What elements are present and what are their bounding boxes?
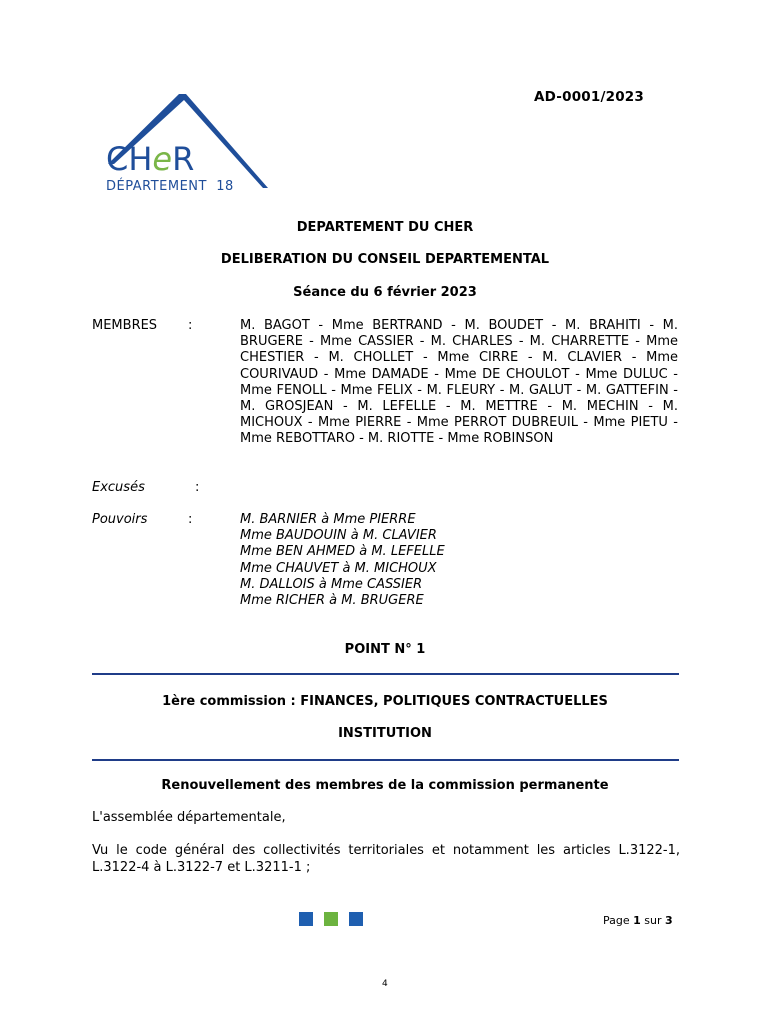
excused-label: Excusés (92, 480, 145, 495)
divider-bottom (92, 759, 679, 761)
title-session: Séance du 6 février 2023 (293, 285, 477, 300)
document-reference: AD-0001/2023 (534, 89, 644, 105)
members-colon: : (188, 318, 193, 333)
page-indicator (603, 914, 673, 927)
proxy-item: Mme CHAUVET à M. MICHOUX (240, 560, 437, 576)
bottom-page-number: 4 (382, 979, 388, 989)
divider-top (92, 673, 679, 675)
proxy-item: Mme BEN AHMED à M. LEFELLE (240, 544, 445, 560)
body-legal-basis: Vu le code général des collectivités territoriales et notamment les articles L.3122-1, L.3122-4 à L.3122-7 et L.3211-1 ; (92, 843, 680, 875)
proxies-label: Pouvoirs (92, 512, 148, 527)
institution-title: INSTITUTION (338, 726, 432, 741)
proxy-item: Mme BAUDOUIN à M. CLAVIER (240, 528, 437, 544)
proxies-list (240, 512, 445, 609)
members-list: M. BAGOT - Mme BERTRAND - M. BOUDET - M. BRAHITI - M. BRUGERE - Mme CASSIER - M. CHARLES - M. CHARRETTE - Mme CHESTIER - M. CHOLLET - Mme CIRRE - M. CLAVIER - Mme COURIVAUD - Mme DAMADE - Mme DE CHOULOT - Mme DULUC - Mme FENOLL - Mme FELIX - M. FLEURY - M. GALUT - M. GATTEFIN - M. GROSJEAN - M. LEFELLE - M. METTRE - M. MECHIN - M. MICHOUX - Mme PIERRE - Mme PERROT DUBREUIL - Mme PIETU - Mme REBOTTARO - M. RIOTTE - Mme ROBINSON (240, 318, 678, 447)
page-current: 1 (633, 914, 641, 927)
page-prefix: Page (603, 914, 634, 927)
point-number: POINT N° 1 (344, 642, 426, 657)
excused-colon: : (195, 480, 200, 495)
page-total: 3 (665, 914, 673, 927)
proxy-item: M. BARNIER à Mme PIERRE (240, 512, 416, 527)
members-label: MEMBRES (92, 318, 158, 333)
logo-name: CHeR (106, 140, 195, 178)
logo-subtitle: DÉPARTEMENT 18 (106, 179, 234, 194)
cher-department-logo (100, 92, 272, 196)
commission-title: 1ère commission : FINANCES, POLITIQUES CONTRACTUELLES (162, 694, 608, 709)
proxies-colon: : (188, 512, 193, 527)
square-green-icon (324, 912, 338, 926)
footer-squares (299, 912, 363, 926)
title-deliberation: DELIBERATION DU CONSEIL DEPARTEMENTAL (220, 252, 550, 267)
square-blue-icon (349, 912, 363, 926)
proxy-item: M. DALLOIS à Mme CASSIER (240, 576, 423, 592)
page-sep: sur (640, 914, 666, 927)
subject-title: Renouvellement des membres de la commission permanente (161, 778, 609, 793)
square-blue-icon (299, 912, 313, 926)
proxy-item: Mme RICHER à M. BRUGERE (240, 593, 424, 609)
body-intro: L'assemblée départementale, (92, 810, 286, 825)
title-department: DEPARTEMENT DU CHER (296, 220, 474, 235)
